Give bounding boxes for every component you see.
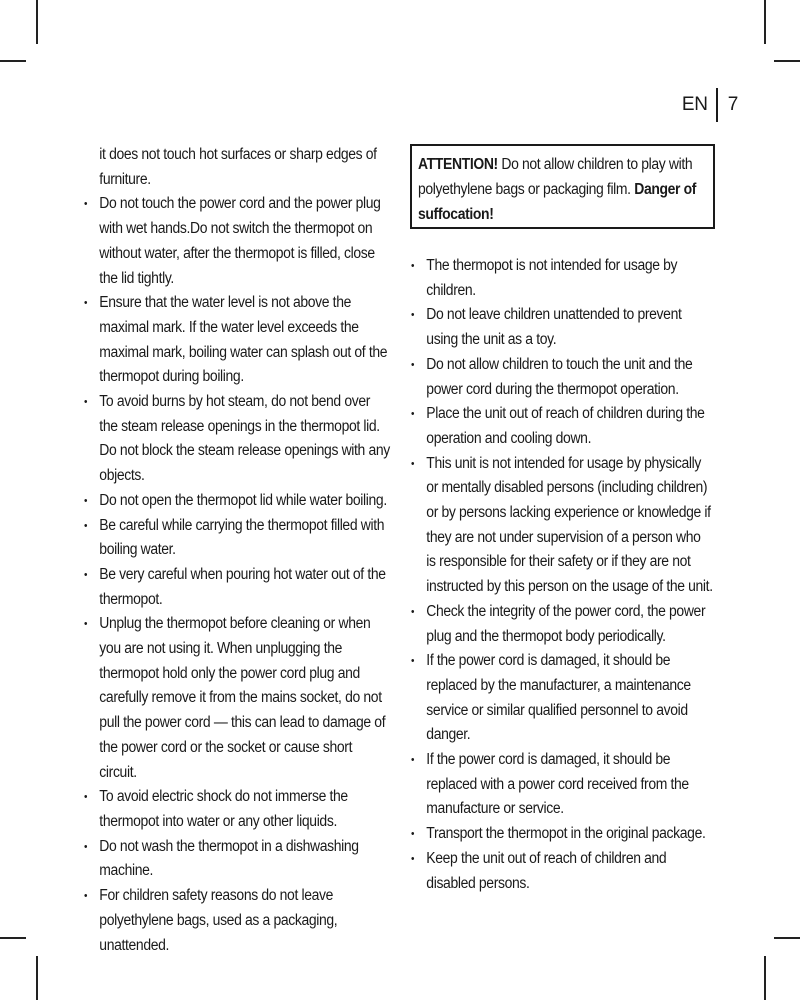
list-item: • Transport the thermopot in the original package. [411, 822, 713, 847]
right-bullet-list [411, 254, 713, 896]
page-header [682, 88, 738, 122]
list-item: • Unplug the thermopot before cleaning or when you are not using it. When unplugging the thermopot hold only the power cord plug and carefully remove it from the mains socket, do not pull the power cord — this can lead to damage of the power cord or the socket or cause short circuit. [84, 612, 392, 785]
list-item: • Be careful while carrying the thermopot filled with boiling water. [84, 514, 392, 563]
crop-mark-bottom-left-horizontal [0, 937, 26, 939]
crop-mark-top-right-horizontal [774, 60, 800, 62]
list-item: • Be very careful when pouring hot water out of the thermopot. [84, 563, 392, 612]
list-item: • Place the unit out of reach of children during the operation and cooling down. [411, 402, 713, 451]
crop-mark-top-left-horizontal [0, 60, 26, 62]
list-item: • Check the integrity of the power cord, the power plug and the thermopot body periodically. [411, 600, 713, 649]
list-item: • The thermopot is not intended for usage by children. [411, 254, 713, 303]
crop-mark-top-right-vertical [764, 0, 766, 44]
list-item: • This unit is not intended for usage by physically or mentally disabled persons (including children) or by persons lacking experience or knowledge if they are not under supervision of a person who is responsible for their safety or if they are not instructed by this person on the usage of the unit. [411, 452, 713, 600]
crop-mark-bottom-left-vertical [36, 956, 38, 1000]
left-bullet-list [84, 192, 392, 958]
right-column [411, 254, 713, 896]
list-item: • If the power cord is damaged, it should be replaced with a power cord received from the manufacture or service. [411, 748, 713, 822]
attention-box [410, 144, 715, 229]
continued-text: it does not touch hot surfaces or sharp edges of furniture. [99, 146, 377, 188]
list-item: • Ensure that the water level is not above the maximal mark. If the water level exceeds the maximal mark, boiling water can splash out of the thermopot during boiling. [84, 291, 392, 390]
list-item: • To avoid electric shock do not immerse the thermopot into water or any other liquids. [84, 785, 392, 834]
list-item: • Do not wash the thermopot in a dishwashing machine. [84, 835, 392, 884]
list-item: • Do not allow children to touch the unit and the power cord during the thermopot operation. [411, 353, 713, 402]
crop-mark-top-left-vertical [36, 0, 38, 44]
list-item: • Do not leave children unattended to prevent using the unit as a toy. [411, 303, 713, 352]
attention-label: ATTENTION! [418, 156, 498, 173]
crop-mark-bottom-right-horizontal [774, 937, 800, 939]
left-column [84, 143, 392, 958]
list-item: • To avoid burns by hot steam, do not bend over the steam release openings in the thermopot lid. Do not block the steam release openings with any objects. [84, 390, 392, 489]
attention-text: Do not allow children to play with polyethylene bags or packaging film. [418, 156, 693, 198]
page-number: 7 [727, 94, 738, 115]
list-item: • Keep the unit out of reach of children and disabled persons. [411, 847, 713, 896]
language-code: EN [681, 94, 708, 115]
attention-emphasis: Danger of suffocation! [418, 181, 697, 223]
list-item: • Do not open the thermopot lid while water boiling. [84, 489, 392, 514]
crop-mark-bottom-right-vertical [764, 956, 766, 1000]
list-item: • For children safety reasons do not leave polyethylene bags, used as a packaging, unattended. [84, 884, 392, 958]
list-item: • Do not touch the power cord and the power plug with wet hands.Do not switch the thermopot on without water, after the thermopot is filled, close the lid tightly. [84, 192, 392, 291]
list-item: • If the power cord is damaged, it should be replaced by the manufacturer, a maintenance service or similar qualified personnel to avoid danger. [411, 649, 713, 748]
